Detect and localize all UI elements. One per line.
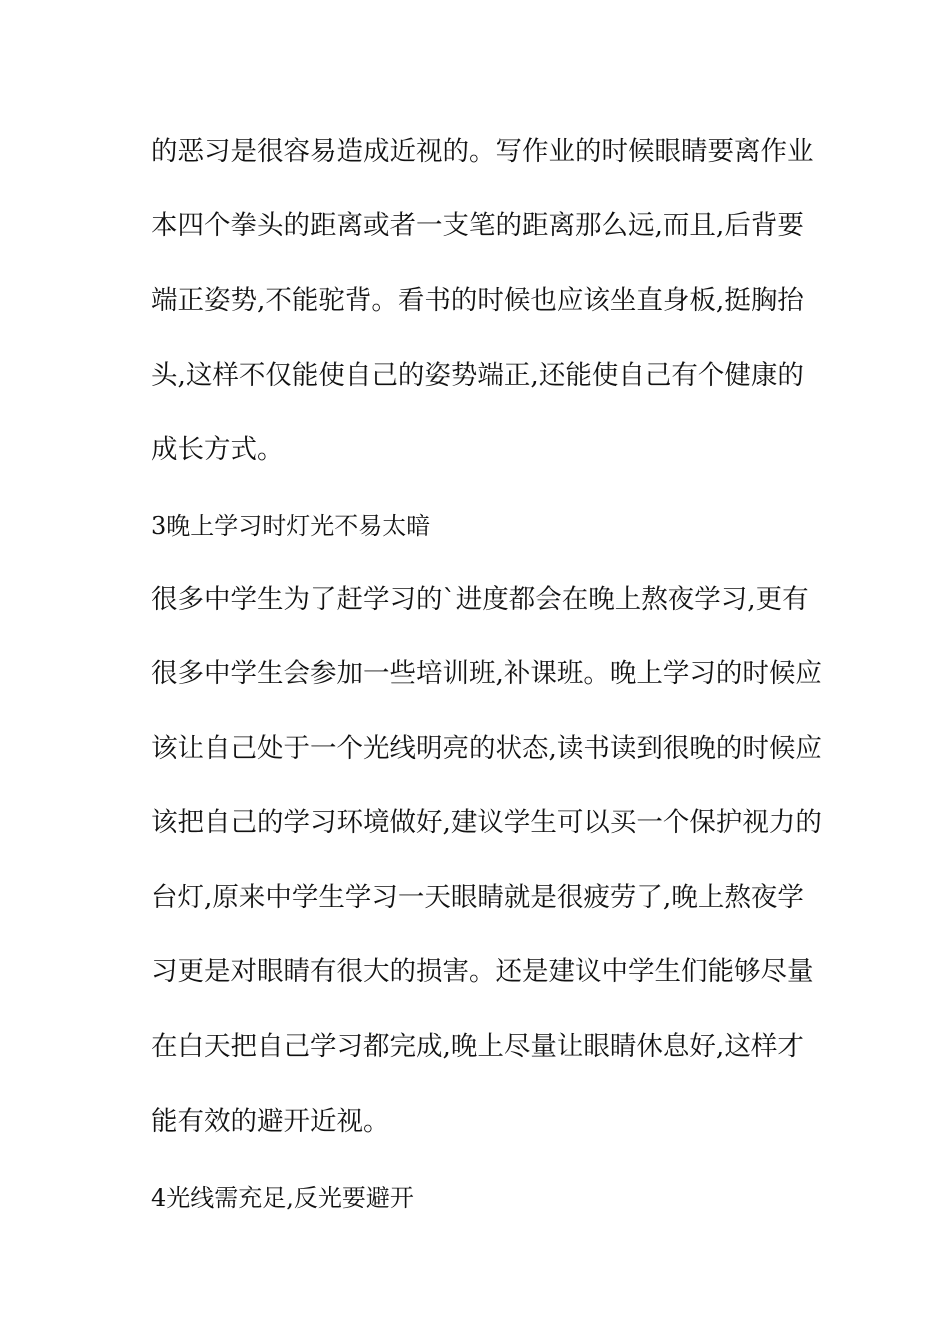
section-heading: 4光线需充足,反光要避开 — [151, 1184, 414, 1212]
paragraph-line: 很多中学生为了赶学习的`进度都会在晚上熬夜学习,更有 — [151, 584, 809, 615]
paragraph-line: 该让自己处于一个光线明亮的状态,读书读到很晚的时候应 — [151, 733, 822, 764]
paragraph-line: 在白天把自己学习都完成,晚上尽量让眼睛休息好,这样才 — [151, 1031, 804, 1062]
paragraph-line: 该把自己的学习环境做好,建议学生可以买一个保护视力的 — [151, 807, 822, 838]
paragraph-line: 很多中学生会参加一些培训班,补课班。晚上学习的时候应 — [151, 658, 822, 689]
paragraph-line: 台灯,原来中学生学习一天眼睛就是很疲劳了,晚上熬夜学 — [151, 882, 804, 913]
paragraph-line: 能有效的避开近视。 — [151, 1106, 390, 1137]
paragraph-line: 头,这样不仅能使自己的姿势端正,还能使自己有个健康的 — [151, 360, 804, 391]
paragraph-line: 习更是对眼睛有很大的损害。还是建议中学生们能够尽量 — [151, 956, 814, 987]
paragraph-line: 成长方式。 — [151, 434, 284, 465]
section-heading: 3晚上学习时灯光不易太暗 — [151, 512, 431, 540]
paragraph-line: 的恶习是很容易造成近视的。写作业的时候眼睛要离作业 — [151, 136, 814, 167]
paragraph-line: 本四个拳头的距离或者一支笔的距离那么远,而且,后背要 — [151, 210, 804, 241]
paragraph-line: 端正姿势,不能驼背。看书的时候也应该坐直身板,挺胸抬 — [151, 285, 804, 316]
